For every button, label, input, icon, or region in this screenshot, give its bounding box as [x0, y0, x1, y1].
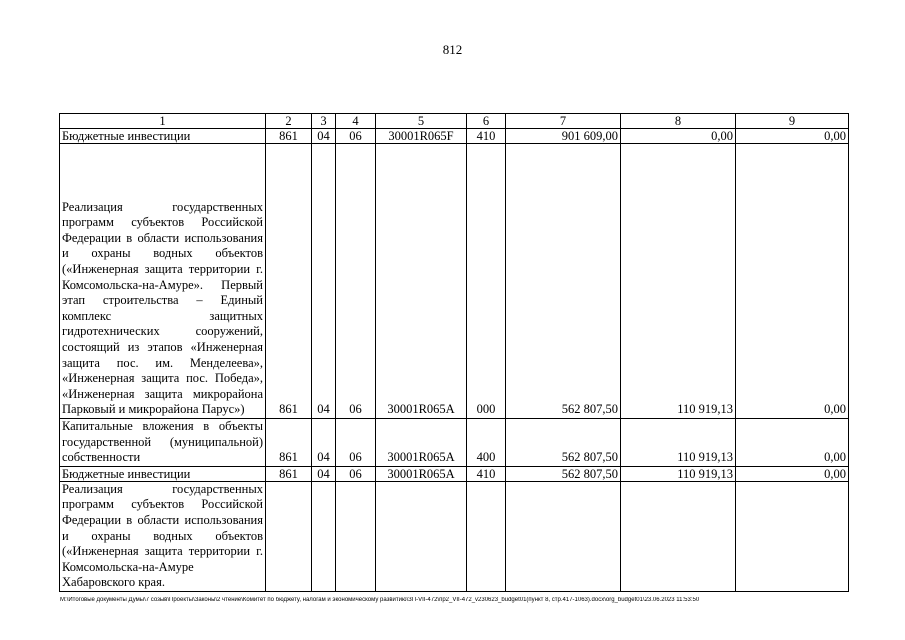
cell-pr: 06: [336, 466, 376, 481]
cell-vr: [467, 481, 506, 591]
cell-csr: [376, 481, 467, 591]
column-header: 1: [60, 114, 266, 129]
table-row: [60, 419, 849, 467]
cell-rz: 04: [312, 419, 336, 467]
cell-csr: 30001R065A: [376, 144, 467, 419]
cell-grbs: 861: [266, 129, 312, 144]
column-header: 7: [506, 114, 621, 129]
row-name: Капитальные вложения в объекты государственной (муниципальной) собственности: [60, 419, 266, 467]
column-header: 3: [312, 114, 336, 129]
cell-sum-1: 562 807,50: [506, 419, 621, 467]
column-header: 5: [376, 114, 467, 129]
cell-sum-2: [621, 481, 736, 591]
cell-pr: 06: [336, 144, 376, 419]
cell-grbs: 861: [266, 466, 312, 481]
column-header: 9: [736, 114, 849, 129]
cell-sum-1: [506, 481, 621, 591]
cell-sum-3: 0,00: [736, 144, 849, 419]
row-name: Бюджетные инвестиции: [60, 466, 266, 481]
cell-sum-1: 901 609,00: [506, 129, 621, 144]
cell-sum-3: 0,00: [736, 129, 849, 144]
cell-sum-3: 0,00: [736, 466, 849, 481]
cell-csr: 30001R065A: [376, 466, 467, 481]
cell-pr: [336, 481, 376, 591]
cell-grbs: 861: [266, 144, 312, 419]
table-header-row: [60, 114, 849, 129]
cell-csr: 30001R065A: [376, 419, 467, 467]
cell-rz: 04: [312, 129, 336, 144]
cell-grbs: [266, 481, 312, 591]
row-name: Реализация государственных программ субъектов Российской Федерации в области использования и охраны водных объектов («Инженерная защита территории г. Комсомольска-на-Амуре». Первый этап строительства – Единый комплекс защитных гидротехнических сооружений, состоящий из этапов «Инженерная защита пос. им. Менделеева», «Инженерная защита пос. Победа», «Инженерная защита микрорайона Парковый и микрорайона Парус»): [60, 144, 266, 419]
page-number: 812: [442, 42, 463, 57]
table-row: [60, 129, 849, 144]
row-name: Бюджетные инвестиции: [60, 129, 266, 144]
column-header: 2: [266, 114, 312, 129]
cell-csr: 30001R065F: [376, 129, 467, 144]
column-header: 4: [336, 114, 376, 129]
cell-sum-1: 562 807,50: [506, 466, 621, 481]
row-name: Реализация государственных программ субъектов Российской Федерации в области использования и охраны водных объектов («Инженерная защита территории г. Комсомольска-на-Амуре Хабаровского края.: [60, 481, 266, 591]
cell-sum-2: 110 919,13: [621, 419, 736, 467]
column-header: 6: [467, 114, 506, 129]
cell-rz: 04: [312, 144, 336, 419]
cell-rz: 04: [312, 466, 336, 481]
column-header: 8: [621, 114, 736, 129]
cell-sum-1: 562 807,50: [506, 144, 621, 419]
cell-vr: 410: [467, 466, 506, 481]
budget-table: [59, 113, 849, 592]
cell-rz: [312, 481, 336, 591]
table-row: [60, 466, 849, 481]
cell-vr: 410: [467, 129, 506, 144]
cell-vr: 400: [467, 419, 506, 467]
cell-pr: 06: [336, 419, 376, 467]
cell-sum-2: 0,00: [621, 129, 736, 144]
cell-grbs: 861: [266, 419, 312, 467]
cell-sum-3: [736, 481, 849, 591]
table-row: [60, 481, 849, 591]
cell-sum-3: 0,00: [736, 419, 849, 467]
table-row: [60, 144, 849, 419]
document-file-path: M:\Итоговые документы Думы\7 созыв\Проекты\Законы\2 чтение\Комитет по бюджету, налогам и экономическому развитию\ЗП-VII-472\пр2_VII-472_v230623_budget01(пункт 8, стр.417-1063).docx\org_budget01\23.06.2023 11:53:50: [60, 597, 700, 603]
cell-sum-2: 110 919,13: [621, 466, 736, 481]
cell-pr: 06: [336, 129, 376, 144]
cell-sum-2: 110 919,13: [621, 144, 736, 419]
cell-vr: 000: [467, 144, 506, 419]
